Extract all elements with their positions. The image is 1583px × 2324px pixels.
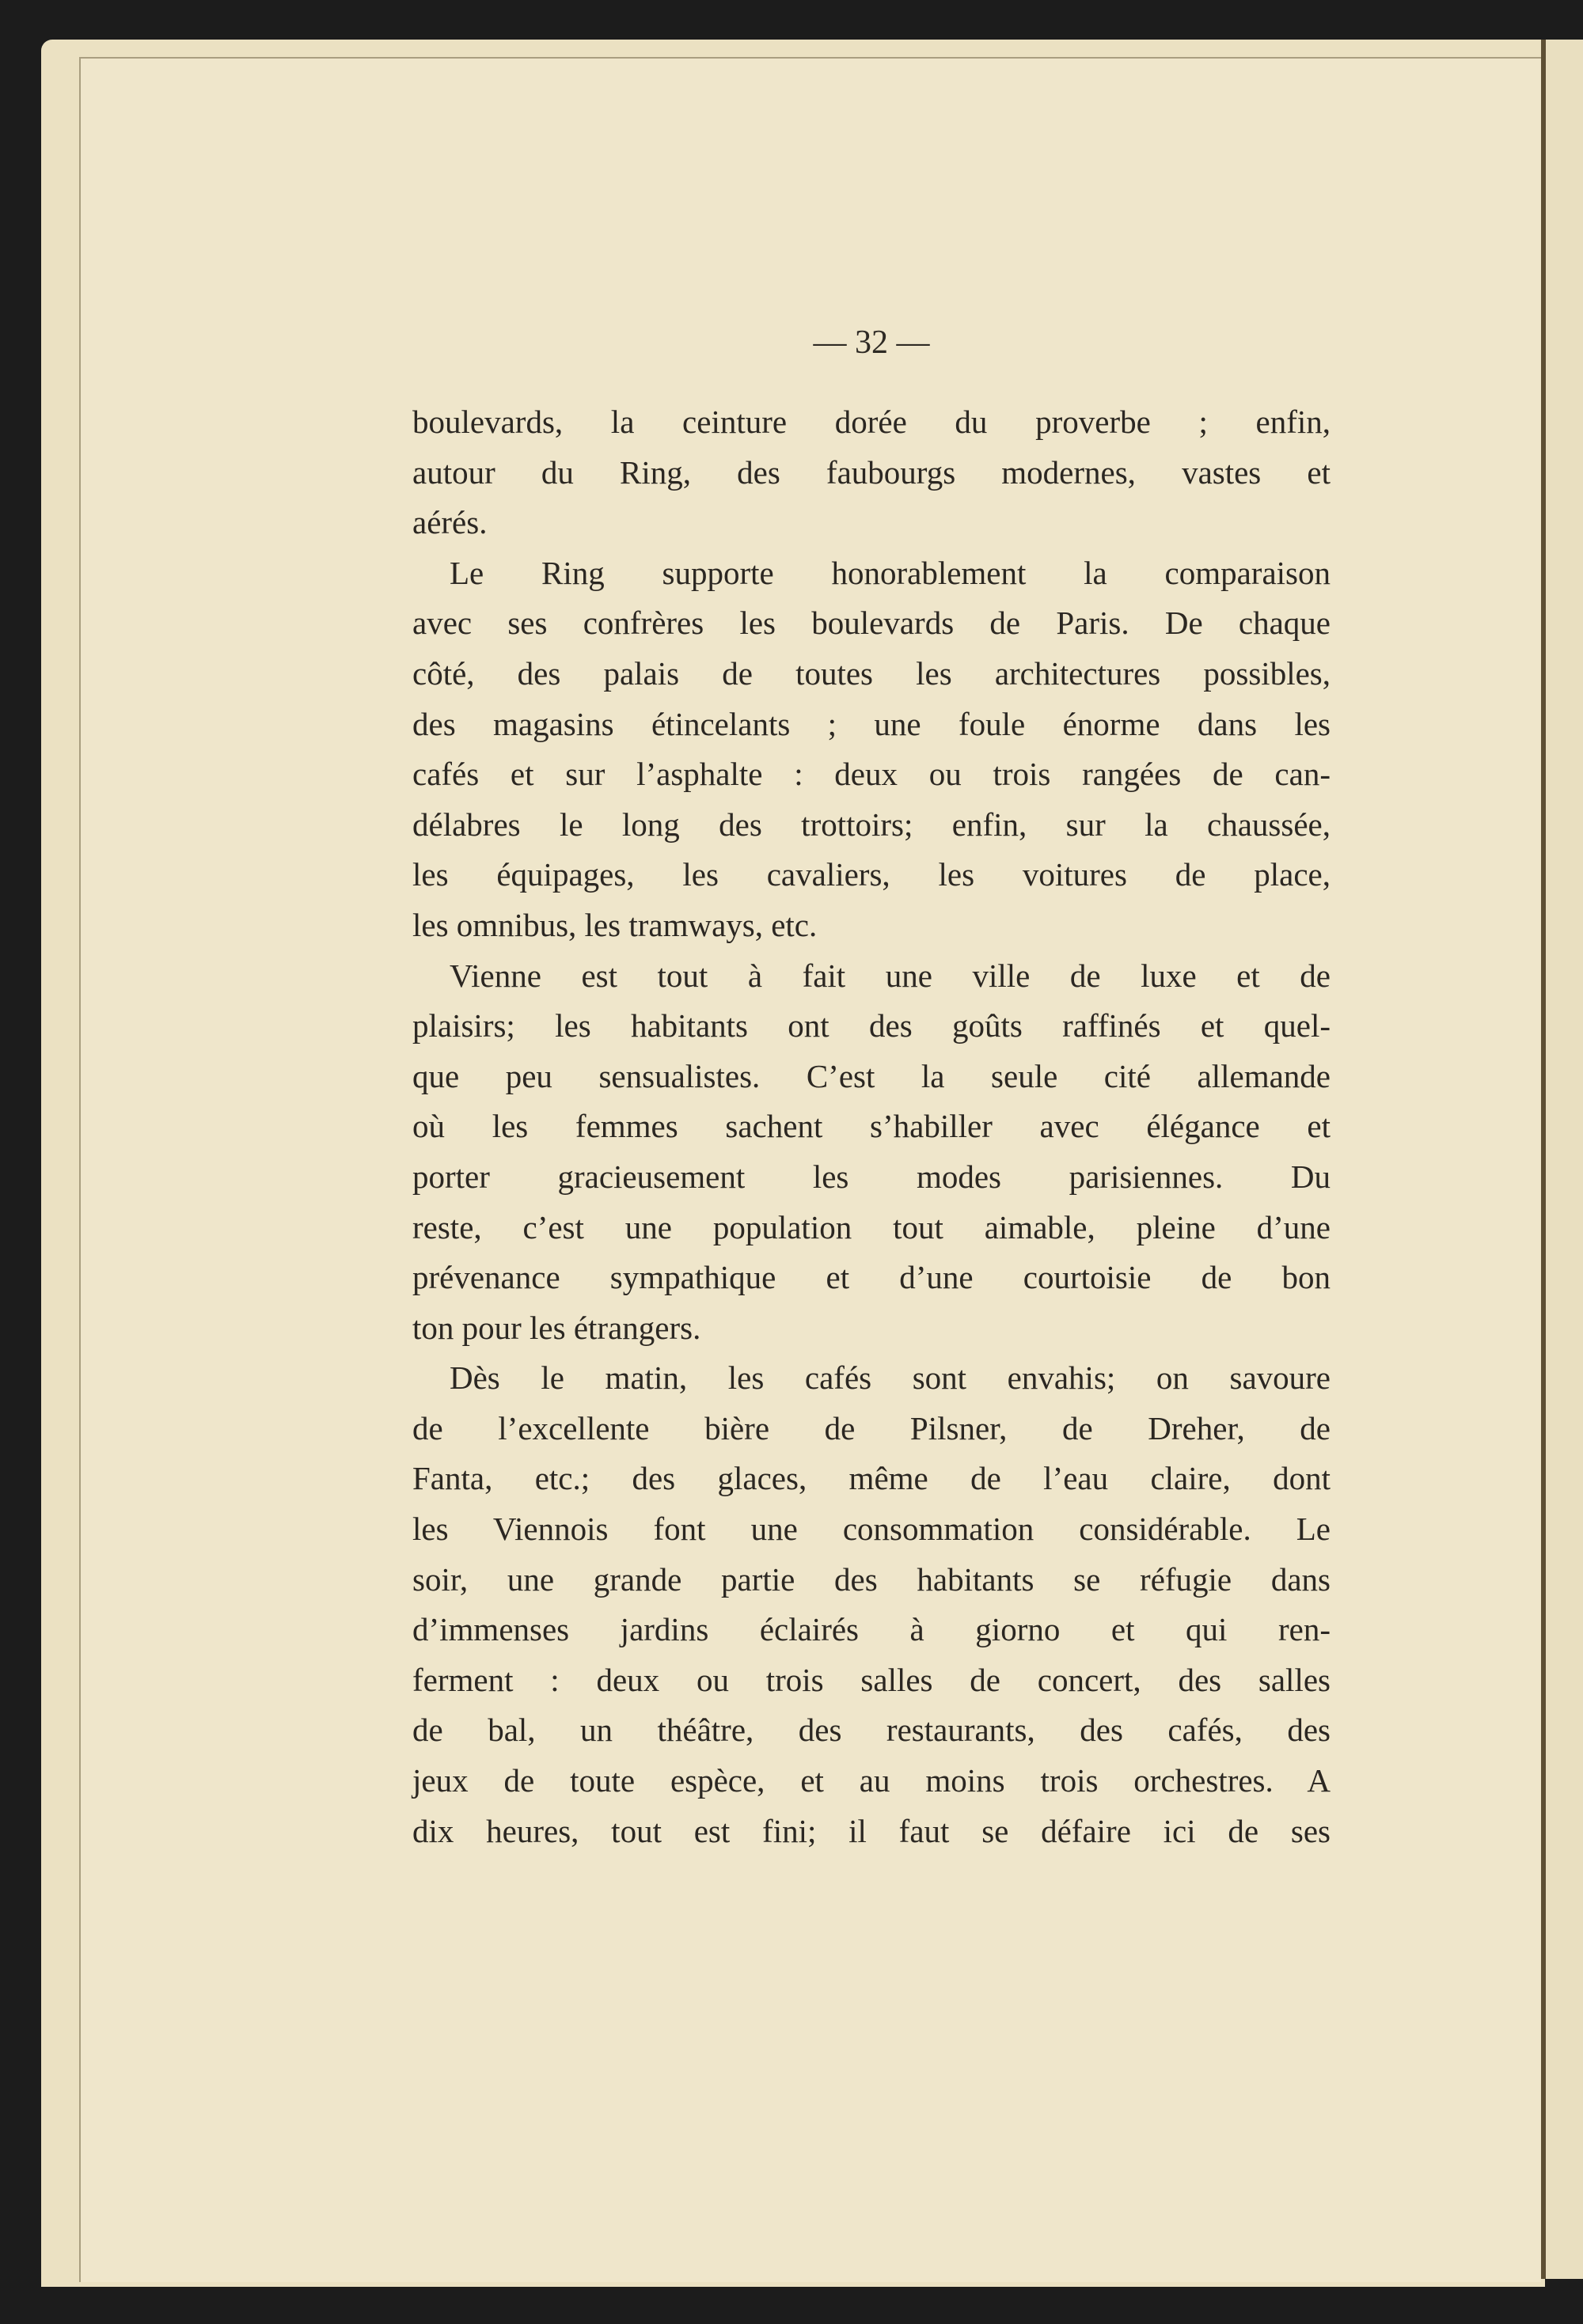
text-line: Vienne est tout à fait une ville de luxe et de	[450, 957, 1331, 994]
text-line: Dès le matin, les cafés sont envahis; on savoure	[450, 1359, 1331, 1397]
text-line: reste, c’est une population tout aimable, pleine d’une	[412, 1208, 1331, 1245]
text-line: boulevards, la ceinture dorée du proverbe ; enfin,	[412, 404, 1331, 440]
text-line: délabres le long des trottoirs; enfin, sur la chaussée,	[412, 806, 1331, 843]
text-line: les omnibus, les tramways, etc.	[412, 906, 818, 943]
text-line: de l’excellente bière de Pilsner, de Dreher, de	[412, 1409, 1331, 1446]
text-line: soir, une grande partie des habitants se réfugie dans	[412, 1560, 1331, 1598]
text-line: aérés.	[412, 504, 488, 541]
text-line: Le Ring supporte honorablement la comparaison	[450, 554, 1331, 591]
text-line: plaisirs; les habitants ont des goûts raffinés et quel-	[412, 1007, 1331, 1044]
text-line: où les femmes sachent s’habiller avec élégance et	[412, 1108, 1331, 1145]
text-line: que peu sensualistes. C’est la seule cité allemande	[412, 1057, 1331, 1094]
adjacent-page-edge	[1541, 40, 1583, 2279]
text-line: dix heures, tout est fini; il faut se défaire ici de ses	[412, 1812, 1331, 1849]
text-line: d’immenses jardins éclairés à giorno et qui ren-	[412, 1611, 1331, 1648]
text-line: les Viennois font une consommation considérable. Le	[412, 1511, 1331, 1548]
text-line: jeux de toute espèce, et au moins trois orchestres. A	[412, 1762, 1331, 1799]
text-line: porter gracieusement les modes parisiennes. Du	[412, 1158, 1331, 1195]
text-line: cafés et sur l’asphalte : deux ou trois rangées de can-	[412, 756, 1331, 793]
text-line: les équipages, les cavaliers, les voitures de place,	[412, 856, 1331, 893]
text-line: Fanta, etc.; des glaces, même de l’eau claire, dont	[412, 1460, 1331, 1497]
body-text	[412, 397, 1331, 1856]
text-line: autour du Ring, des faubourgs modernes, vastes et	[412, 453, 1331, 491]
text-line: de bal, un théâtre, des restaurants, des cafés, des	[412, 1712, 1331, 1749]
text-line: prévenance sympathique et d’une courtoisie de bon	[412, 1259, 1331, 1296]
text-line: côté, des palais de toutes les architectures possibles,	[412, 654, 1331, 692]
text-line: ferment : deux ou trois salles de concert, des salles	[412, 1661, 1331, 1698]
text-line: ton pour les étrangers.	[412, 1309, 701, 1346]
text-line: avec ses confrères les boulevards de Paris. De chaque	[412, 605, 1331, 642]
text-line: des magasins étincelants ; une foule énorme dans les	[412, 705, 1331, 742]
page-number: — 32 —	[813, 324, 930, 361]
